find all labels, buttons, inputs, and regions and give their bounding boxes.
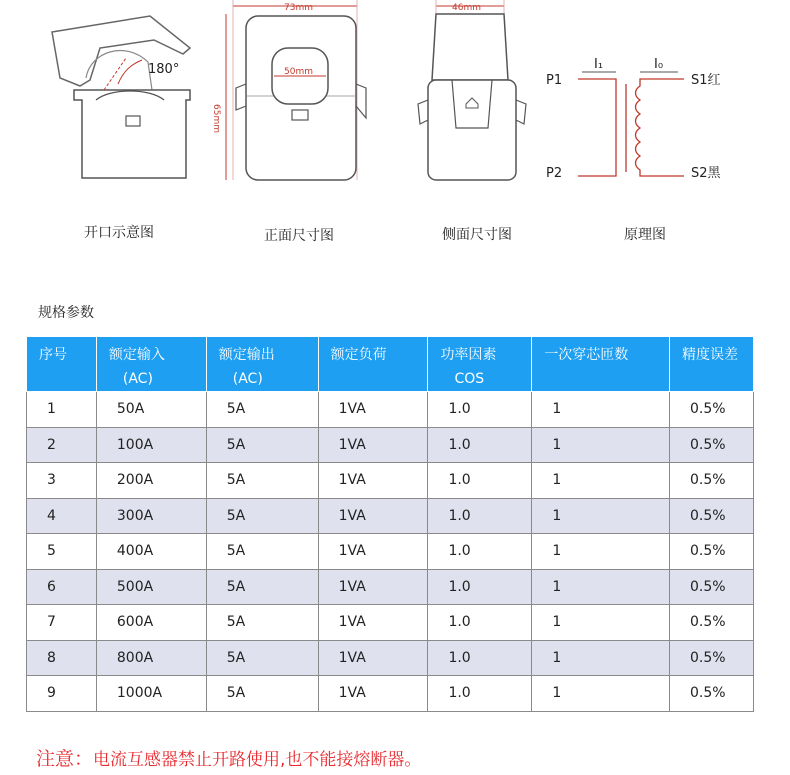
table-cell: 400A: [96, 534, 206, 570]
table-cell: 1: [532, 392, 670, 428]
opening-diagram: [52, 16, 190, 178]
table-cell: 1.0: [428, 605, 532, 641]
table-cell: 1: [532, 569, 670, 605]
table-cell: 1.0: [428, 569, 532, 605]
table-cell: 1000A: [96, 676, 206, 712]
i1-label: I₁: [594, 57, 604, 72]
table-cell: 1VA: [318, 392, 428, 428]
table-cell: 5A: [206, 463, 318, 499]
table-cell: 300A: [96, 498, 206, 534]
table-cell: 8: [27, 640, 97, 676]
table-cell: 0.5%: [670, 640, 754, 676]
table-cell: 0.5%: [670, 569, 754, 605]
table-cell: 1VA: [318, 640, 428, 676]
table-cell: 5A: [206, 498, 318, 534]
warning-note: [36, 744, 421, 771]
column-header: [96, 337, 206, 392]
table-cell: 1VA: [318, 427, 428, 463]
table-cell: 1VA: [318, 534, 428, 570]
table-row: [27, 392, 754, 428]
caption-principle: 原理图: [624, 227, 666, 243]
table-cell: 0.5%: [670, 676, 754, 712]
column-header: [670, 337, 754, 392]
column-header-line1: 额定输出: [218, 347, 275, 363]
principle-diagram: [546, 57, 722, 181]
column-header-line2: COS: [454, 371, 485, 387]
diagram-section: [0, 0, 790, 260]
warning-text: 电流互感器禁止开路使用,也不能接熔断器。: [93, 750, 422, 770]
table-cell: 4: [27, 498, 97, 534]
opening-body: [74, 90, 190, 178]
table-cell: 1.0: [428, 392, 532, 428]
table-cell: 1: [532, 427, 670, 463]
front-window-label: 50mm: [284, 67, 313, 77]
column-header-line1: 额定负荷: [330, 347, 387, 363]
table-cell: 3: [27, 463, 97, 499]
table-cell: 6: [27, 569, 97, 605]
table-row: [27, 427, 754, 463]
table-cell: 0.5%: [670, 605, 754, 641]
side-dimension-diagram: [418, 0, 526, 180]
front-dimension-diagram: [211, 0, 366, 180]
table-cell: 1VA: [318, 605, 428, 641]
table-cell: 600A: [96, 605, 206, 641]
table-cell: 1.0: [428, 640, 532, 676]
table-cell: 1VA: [318, 498, 428, 534]
column-header-line1: 额定输入: [108, 347, 165, 363]
product-diagrams: [0, 0, 790, 260]
open-angle-label: 180°: [148, 62, 180, 77]
table-row: [27, 534, 754, 570]
table-row: [27, 569, 754, 605]
table-cell: 7: [27, 605, 97, 641]
table-cell: 1: [532, 640, 670, 676]
column-header: [532, 337, 670, 392]
table-cell: 1.0: [428, 463, 532, 499]
table-cell: 1: [532, 463, 670, 499]
table-row: [27, 640, 754, 676]
table-cell: 5A: [206, 569, 318, 605]
caption-side: 侧面尺寸图: [442, 227, 512, 243]
table-cell: 1.0: [428, 676, 532, 712]
table-row: [27, 605, 754, 641]
table-cell: 1.0: [428, 534, 532, 570]
table-cell: 5A: [206, 534, 318, 570]
i0-label: I₀: [654, 57, 664, 72]
column-header: [206, 337, 318, 392]
angle-line: [104, 58, 126, 90]
table-header-row: [27, 337, 754, 392]
table-cell: 5A: [206, 605, 318, 641]
side-width-label: 46mm: [452, 3, 481, 13]
table-cell: 1VA: [318, 569, 428, 605]
column-header: [318, 337, 428, 392]
table-cell: 1: [532, 534, 670, 570]
caption-opening: 开口示意图: [84, 225, 154, 241]
table-cell: 500A: [96, 569, 206, 605]
table-row: [27, 463, 754, 499]
table-cell: 1VA: [318, 463, 428, 499]
table-cell: 5: [27, 534, 97, 570]
s1-label: S1红: [691, 73, 721, 88]
table-cell: 1: [27, 392, 97, 428]
table-cell: 0.5%: [670, 392, 754, 428]
secondary-winding: [636, 79, 685, 176]
table-cell: 800A: [96, 640, 206, 676]
caption-front: 正面尺寸图: [264, 228, 334, 244]
table-cell: 5A: [206, 640, 318, 676]
p1-label: P1: [546, 73, 563, 88]
front-width-label: 73mm: [284, 3, 313, 13]
p2-label: P2: [546, 166, 563, 181]
table-cell: 1.0: [428, 498, 532, 534]
column-header-line1: 一次穿芯匝数: [544, 347, 629, 363]
table-cell: 50A: [96, 392, 206, 428]
table-cell: 5A: [206, 427, 318, 463]
side-body: [428, 80, 516, 180]
warning-label: 注意：: [36, 748, 94, 770]
column-header-line1: 精度误差: [682, 347, 739, 363]
table-cell: 1: [532, 676, 670, 712]
table-cell: 1.0: [428, 427, 532, 463]
table-cell: 1VA: [318, 676, 428, 712]
column-header-line2: (AC): [232, 371, 263, 387]
front-height-label: 65mm: [211, 104, 221, 133]
column-header-line2: (AC): [122, 371, 153, 387]
table-cell: 9: [27, 676, 97, 712]
side-top: [432, 14, 508, 80]
table-cell: 5A: [206, 392, 318, 428]
table-cell: 0.5%: [670, 463, 754, 499]
column-header: [428, 337, 532, 392]
spec-table: [26, 336, 754, 712]
primary-winding: [578, 79, 616, 176]
s2-label: S2黑: [691, 166, 721, 181]
table-row: [27, 676, 754, 712]
table-cell: 0.5%: [670, 498, 754, 534]
table-cell: 1: [532, 498, 670, 534]
column-header-line1: 序号: [39, 347, 67, 363]
table-cell: 2: [27, 427, 97, 463]
table-cell: 0.5%: [670, 534, 754, 570]
table-row: [27, 498, 754, 534]
spec-title: 规格参数: [38, 305, 94, 321]
column-header: [27, 337, 97, 392]
table-cell: 0.5%: [670, 427, 754, 463]
table-cell: 5A: [206, 676, 318, 712]
table-cell: 200A: [96, 463, 206, 499]
table-cell: 100A: [96, 427, 206, 463]
table-body: [27, 392, 754, 712]
table-cell: 1: [532, 605, 670, 641]
column-header-line1: 功率因素: [440, 347, 497, 363]
